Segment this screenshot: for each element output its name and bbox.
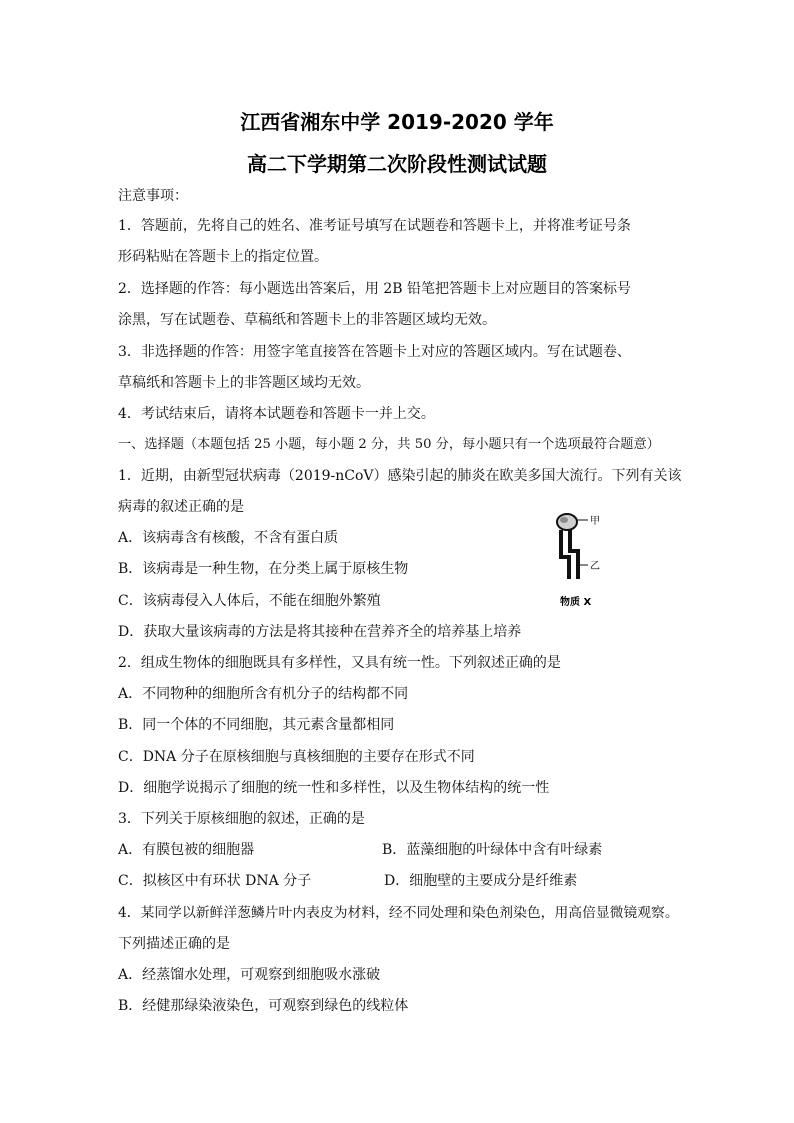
virus-figure [548,507,610,611]
q1-option-d: D．获取大量该病毒的方法是将其接种在营养齐全的培养基上培养 [118,624,522,640]
virus-diagram [548,507,610,611]
notice-item: 1．答题前，先将自己的姓名、准考证号填写在试题卷和答题卡上，并将准考证号条 [118,218,631,234]
notice-item: 形码粘贴在答题卡上的指定位置。 [118,249,328,265]
notice-item: 3．非选择题的作答：用签字笔直接答在答题卡上对应的答题区域内。写在试题卷、 [118,344,631,360]
q3-option-a: A．有膜包被的细胞器 [118,842,255,858]
notice-heading: 注意事项： [118,188,188,204]
q4-option-b: B．经健那绿染液染色，可观察到绿色的线粒体 [118,998,409,1014]
q3-option-b: B．蓝藻细胞的叶绿体中含有叶绿素 [382,842,603,858]
q2-option-b: B．同一个体的不同细胞，其元素含量都相同 [118,717,395,733]
label-jia: 甲 [590,516,600,527]
q3-stem: 3．下列关于原核细胞的叙述，正确的是 [118,811,365,827]
notice-item: 4．考试结束后，请将本试题卷和答题卡一并上交。 [118,406,435,422]
title-line-2: 高二下学期第二次阶段性测试试题 [247,152,547,176]
q1-stem: 病毒的叙述正确的是 [118,499,244,515]
virus-head [557,514,577,530]
q2-option-a: A．不同物种的细胞所含有机分子的结构都不同 [118,686,409,702]
q3-option-c: C．拟核区中有环状 DNA 分子 [118,873,312,889]
figure-caption: 物质 X [560,597,592,608]
q1-option-c: C．该病毒侵入人体后，不能在细胞外繁殖 [118,593,381,609]
q3-options-row-2 [118,871,683,891]
q1-stem: 1．近期，由新型冠状病毒（2019-nCoV）感染引起的肺炎在欧美多国大流行。下列有关该 [118,468,682,484]
q1-option-b: B．该病毒是一种生物，在分类上属于原核生物 [118,561,409,577]
virus-head-shade [560,517,568,523]
section-heading: 一、选择题（本题包括 25 小题，每小题 2 分，共 50 分，每小题只有一个选项最符合题意） [118,437,660,452]
notice-item: 2．选择题的作答：每小题选出答案后，用 2B 铅笔把答题卡上对应题目的答案标号 [118,281,632,297]
q4-stem: 4．某同学以新鲜洋葱鳞片叶内表皮为材料，经不同处理和染色剂染色，用高倍显微镜观察。 [118,905,679,921]
notice-item: 草稿纸和答题卡上的非答题区域均无效。 [118,375,370,391]
q2-stem: 2．组成生物体的细胞既具有多样性，又具有统一性。下列叙述正确的是 [118,655,561,671]
title-line-1: 江西省湘东中学 2019-2020 学年 [240,110,554,134]
q2-option-c: C．DNA 分子在原核细胞与真核细胞的主要存在形式不同 [118,749,475,765]
notice-item: 涂黑，写在试题卷、草稿纸和答题卡上的非答题区域均无效。 [118,312,496,328]
q4-option-a: A．经蒸馏水处理，可观察到细胞吸水涨破 [118,967,381,983]
q1-option-a: A．该病毒含有核酸，不含有蛋白质 [118,530,339,546]
q3-options-row-1 [118,840,683,860]
q2-option-d: D．细胞学说揭示了细胞的统一性和多样性，以及生物体结构的统一性 [118,780,550,796]
virus-tail-right [570,530,578,579]
label-yi: 乙 [590,561,600,572]
q3-option-d: D．细胞壁的主要成分是纤维素 [384,873,578,889]
virus-tail-left [561,530,569,579]
q4-stem: 下列描述正确的是 [118,936,230,952]
